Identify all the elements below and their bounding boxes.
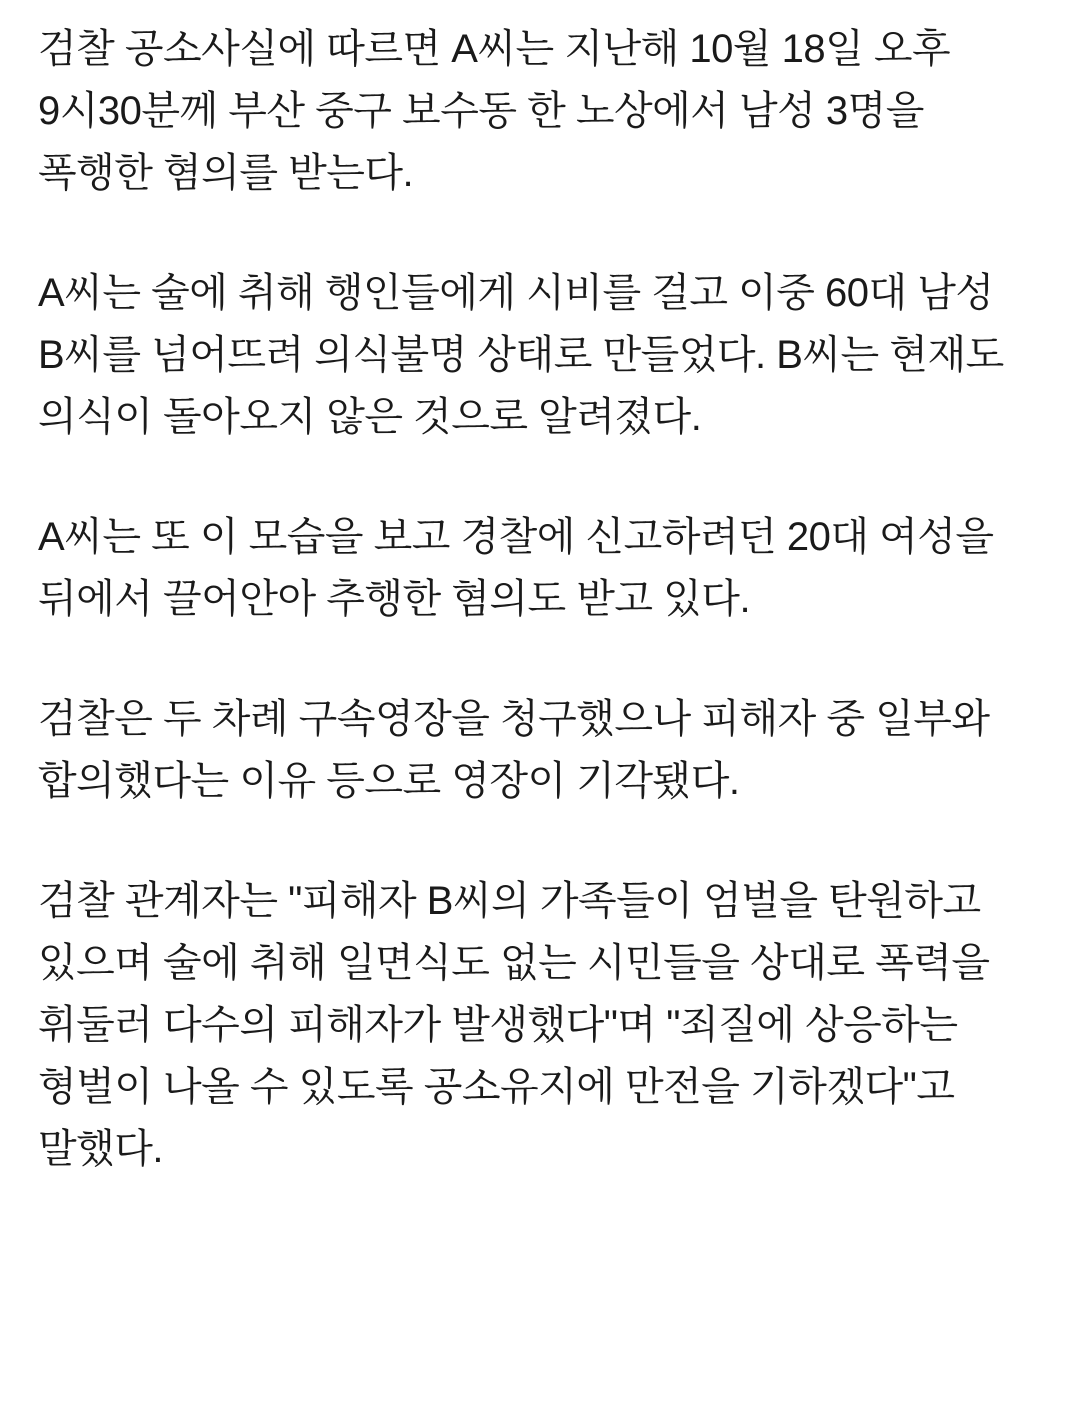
article-paragraph: A씨는 술에 취해 행인들에게 시비를 걸고 이중 60대 남성 B씨를 넘어뜨려 의식불명 상태로 만들었다. B씨는 현재도 의식이 돌아오지 않은 것으로 알려졌다.: [38, 271, 1004, 439]
article-paragraph: 검찰 공소사실에 따르면 A씨는 지난해 10월 18일 오후 9시30분께 부산 중구 보수동 한 노상에서 남성 3명을 폭행한 혐의를 받는다.: [38, 27, 951, 195]
article-paragraph: A씨는 또 이 모습을 보고 경찰에 신고하려던 20대 여성을 뒤에서 끌어안아 추행한 혐의도 받고 있다.: [38, 515, 994, 621]
article-paragraph: 검찰 관계자는 "피해자 B씨의 가족들이 엄벌을 탄원하고 있으며 술에 취해 일면식도 없는 시민들을 상대로 폭력을 휘둘러 다수의 피해자가 발생했다"며 "죄질에 상응하는 형벌이 나올 수 있도록 공소유지에 만전을 기하겠다"고 말했다.: [38, 879, 990, 1171]
article-paragraph: 검찰은 두 차례 구속영장을 청구했으나 피해자 중 일부와 합의했다는 이유 등으로 영장이 기각됐다.: [38, 697, 990, 803]
